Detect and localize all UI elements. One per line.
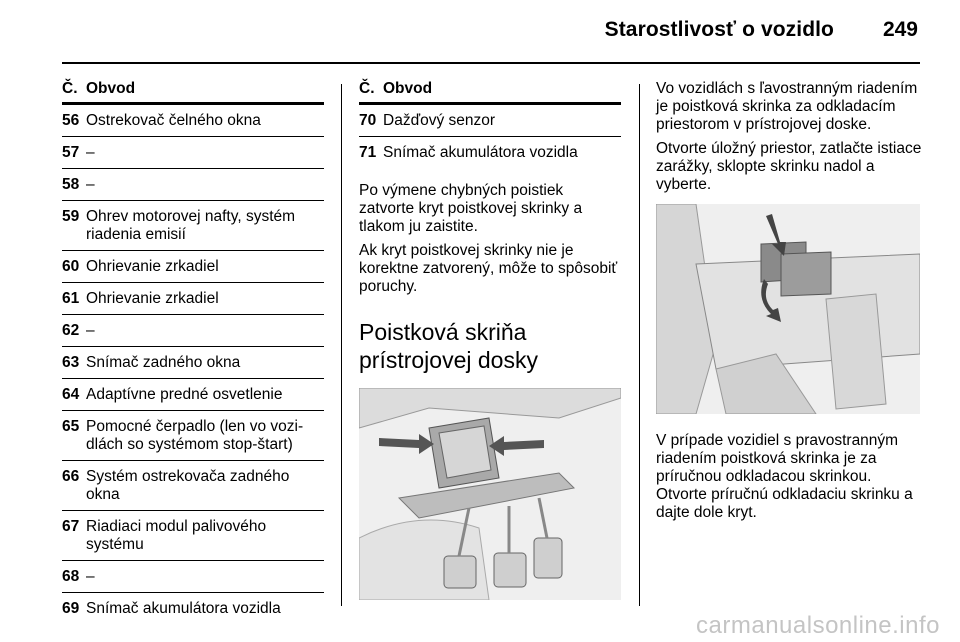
column-divider-2 [639,84,640,606]
fuse-number: 61 [62,290,80,307]
fuse-number: 67 [62,518,80,535]
fuse-number: 63 [62,354,80,371]
table-row [62,411,324,461]
table-row [62,283,324,315]
fuse-number: 59 [62,208,80,225]
fuse-circuit: Ohrievanie zrkadiel [86,258,219,275]
fuse-circuit: – [86,176,95,193]
fuse-number: 71 [359,144,377,161]
fuse-number: 58 [62,176,80,193]
fuse-number: 68 [62,568,80,585]
fuse-circuit: Dažďový senzor [383,112,496,129]
paragraph-replace-fuses: Po výmene chybných poistiek zatvorte kryt poistkovej skrinky a tlakom ju zaistite. [359,182,583,235]
fuse-circuit: Snímač akumulátora vozidla [86,600,281,617]
paragraph-rhd-location: V prípade vozidiel s pravostranným riadením poistková skrinka je za príručnou odkladacou skrinkou. Otvorte príručnú odkladaciu skrinku a dajte dole kryt. [656,432,913,521]
section-heading [359,318,621,374]
page-number: 249 [882,18,918,41]
fuse-circuit: Systém ostrekovača zadného okna [86,468,290,503]
fuse-circuit: Ohrievanie zrkadiel [86,290,219,307]
fuse-table-left [62,105,324,624]
fuse-circuit: Snímač zadného okna [86,354,241,371]
table-row [62,251,324,283]
table-row [62,379,324,411]
table-row [62,461,324,511]
column-middle [359,80,621,600]
section-heading-line2: prístrojovej dosky [359,347,538,373]
table-row [62,561,324,593]
fuse-number: 64 [62,386,80,403]
paragraph-cover-warning: Ak kryt poistkovej skrinky nie je korektne zatvorený, môže to spôsobiť poruchy. [359,242,618,295]
table-header-circuit: Obvod [86,80,136,97]
fuse-number: 60 [62,258,80,275]
fuse-circuit: Ostrekovač čelného okna [86,112,261,129]
illustration-fuse-box-pedals [359,388,621,600]
fuse-circuit: Adaptívne predné osvetlenie [86,386,283,403]
fuse-table-header [62,80,324,105]
table-row [62,105,324,137]
table-header-circuit: Obvod [383,80,433,97]
table-row [62,347,324,379]
table-row [359,105,621,137]
fuse-number: 66 [62,468,80,485]
fuse-number: 56 [62,112,80,129]
section-heading-line1: Poistková skriňa [359,319,527,345]
column-left [62,80,324,624]
fuse-circuit: Riadiaci modul palivového systému [86,518,267,553]
table-row [62,511,324,561]
paragraph-open-storage: Otvorte úložný priestor, zatlačte istiace zarážky, sklopte skrinku nadol a vyberte. [656,140,922,193]
fuse-circuit: Ohrev motorovej nafty, systém riadenia emisií [86,208,296,243]
fuse-number: 70 [359,112,377,129]
fuse-number: 69 [62,600,80,617]
illustration-glovebox [656,204,920,414]
fuse-number: 62 [62,322,80,339]
paragraph-lhd-location: Vo vozidlách s ľavostranným riadením je poistková skrinka za odkladacím priestorom v prístrojovej doske. [656,80,918,133]
table-row [62,593,324,624]
table-header-number: Č. [62,80,78,97]
column-right [656,80,922,528]
fuse-circuit: – [86,568,95,585]
table-row [62,201,324,251]
table-row [62,137,324,169]
fuse-circuit: – [86,144,95,161]
fuse-circuit: – [86,322,95,339]
table-header-number: Č. [359,80,375,97]
fuse-circuit: Pomocné čerpadlo (len vo vozi- dlách so systémom stop-štart) [86,418,304,453]
header-rule [62,62,920,64]
table-row [62,315,324,347]
fuse-table-header-continued [359,80,621,105]
table-row [62,169,324,201]
fuse-circuit: Snímač akumulátora vozidla [383,144,578,161]
fuse-table-right [359,105,621,168]
fuse-number: 57 [62,144,80,161]
column-divider-1 [341,84,342,606]
fuse-number: 65 [62,418,80,435]
table-row [359,137,621,168]
watermark: carmanualsonline.info [696,612,940,639]
running-header-title: Starostlivosť o vozidlo [604,18,834,41]
